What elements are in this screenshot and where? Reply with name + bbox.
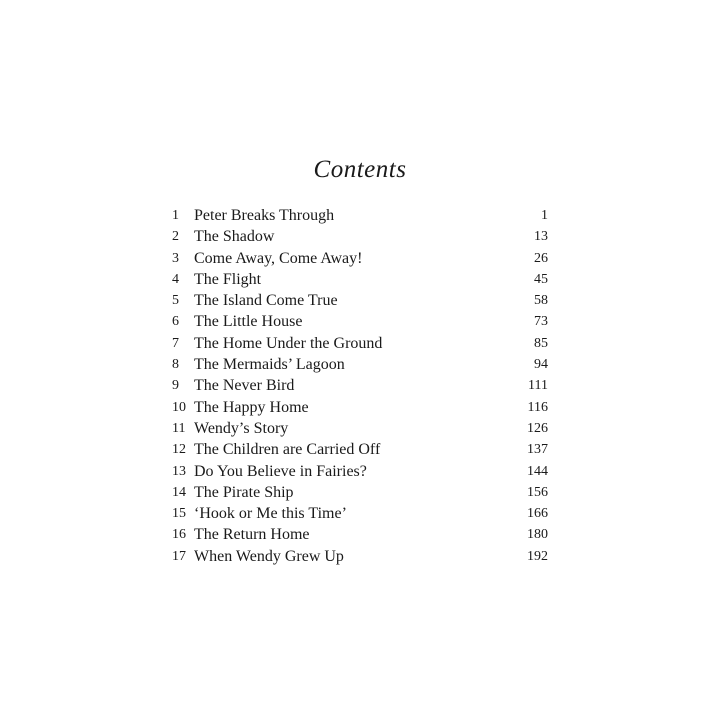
chapter-title: Peter Breaks Through [194,207,335,224]
chapter-number: 1 [172,208,179,223]
chapter-number: 7 [172,335,179,351]
page-number: 58 [534,293,548,309]
toc-entry [172,354,550,375]
toc-entry [172,269,550,290]
chapter-number: 14 [172,484,186,500]
toc-entry [172,397,550,418]
chapter-title: The Pirate Ship [194,483,294,501]
chapter-number: 12 [172,442,186,458]
chapter-title: The Happy Home [194,398,309,416]
page-number: 94 [534,357,548,373]
page-number: 156 [527,484,548,500]
toc-entry [172,290,550,311]
chapter-number: 5 [172,293,179,309]
page-number: 137 [527,442,548,458]
page-number: 192 [527,548,548,564]
chapter-number: 3 [172,250,179,266]
chapter-number: 11 [172,420,186,436]
toc-entry [172,333,550,354]
toc-entry [172,375,550,396]
page-number: 144 [527,463,548,479]
chapter-title: The Never Bird [194,377,295,395]
page-number: 73 [534,314,548,330]
chapter-number: 6 [172,314,179,330]
toc-entry [172,524,550,545]
toc-entry [172,205,550,226]
chapter-title: The Home Under the Ground [194,334,383,352]
toc-entry [172,439,550,460]
page-number: 1 [541,208,548,223]
chapter-number: 17 [172,548,186,564]
page-number: 111 [528,378,548,394]
chapter-number: 13 [172,463,186,479]
chapter-title: The Island Come True [194,292,338,310]
chapter-title: When Wendy Grew Up [194,547,344,565]
toc-entry [172,418,550,439]
chapter-number: 15 [172,506,186,522]
chapter-number: 4 [172,271,179,287]
chapter-title: ‘Hook or Me this Time’ [194,505,347,523]
chapter-title: Wendy’s Story [194,419,289,437]
toc-entry [172,546,550,567]
chapter-number: 10 [172,399,186,415]
chapter-title: The Return Home [194,526,310,544]
page-number: 166 [527,506,548,522]
chapter-title: Come Away, Come Away! [194,249,363,267]
chapter-number: 2 [172,229,179,245]
contents-heading: Contents [313,156,407,183]
chapter-number: 16 [172,527,186,543]
page-number: 26 [534,250,548,266]
page-number: 13 [534,229,548,245]
chapter-title: The Flight [194,270,262,288]
chapter-number: 9 [172,378,179,394]
chapter-title: The Children are Carried Off [194,441,381,459]
chapter-number: 8 [172,357,179,373]
page-number: 116 [527,399,548,415]
toc-entry [172,503,550,524]
chapter-title: The Mermaids’ Lagoon [194,356,345,374]
toc-entry [172,461,550,482]
toc-entry [172,248,550,269]
chapter-title: The Little House [194,313,303,331]
table-of-contents [172,205,550,567]
page-number: 85 [534,335,548,351]
chapter-title: Do You Believe in Fairies? [194,462,367,480]
toc-entry [172,311,550,332]
page-number: 45 [534,271,548,287]
page-number: 126 [527,420,548,436]
chapter-title: The Shadow [194,228,275,246]
toc-entry [172,482,550,503]
page-number: 180 [527,527,548,543]
toc-entry [172,226,550,247]
